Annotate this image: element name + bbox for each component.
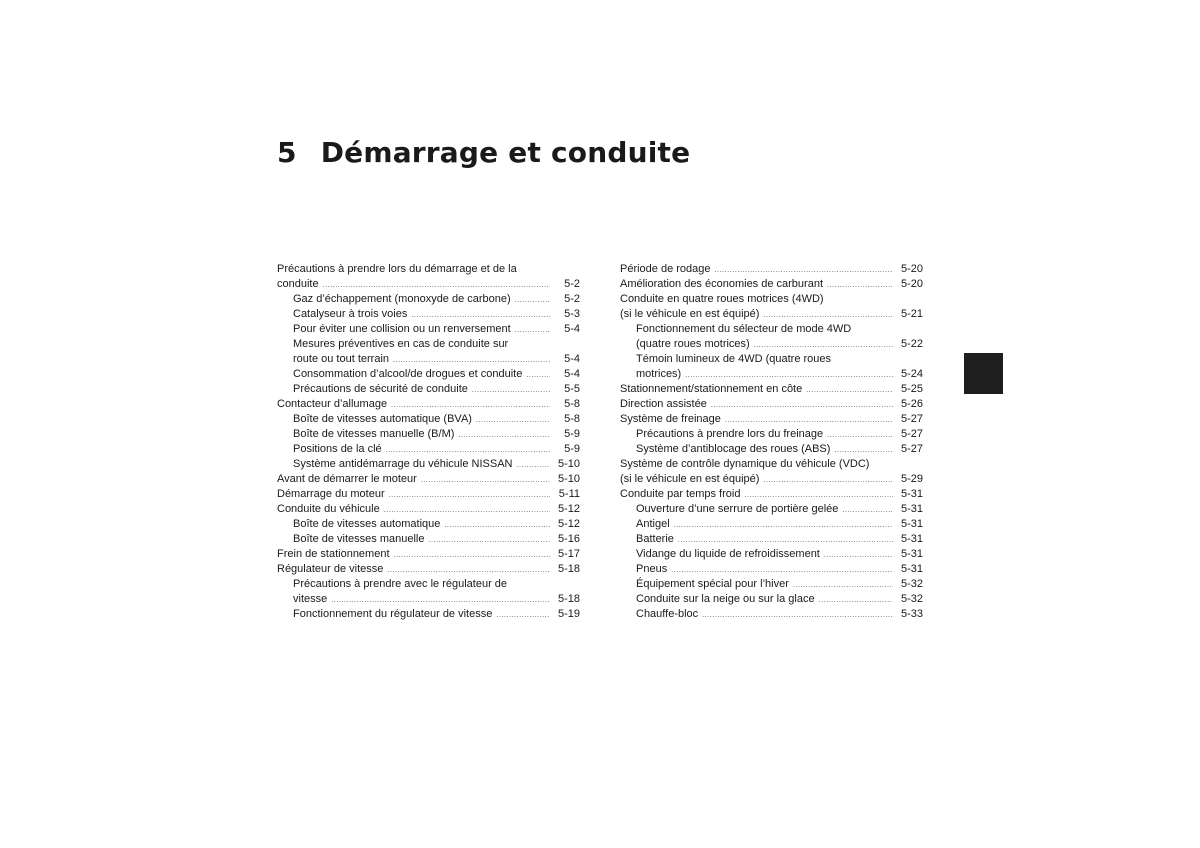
toc-entry-title: Stationnement/stationnement en côte — [620, 383, 803, 395]
toc-entry-title: route ou tout terrain — [293, 353, 390, 365]
toc-entry-page: 5-10 — [557, 473, 580, 485]
toc-entry-title: Pour éviter une collision ou un renversement — [293, 323, 511, 335]
toc-entry-page: 5-2 — [564, 293, 580, 305]
toc-entry[interactable] — [620, 562, 923, 577]
toc-entry-title: Système d’antiblocage des roues (ABS) — [636, 443, 831, 455]
toc-leader-dots — [744, 488, 893, 503]
toc-leader-dots — [842, 503, 893, 518]
toc-left-column — [277, 262, 580, 622]
toc-leader-dots — [391, 398, 550, 413]
chapter-title-text: Démarrage et conduite — [320, 136, 691, 169]
toc-entry-page: 5-32 — [900, 578, 923, 590]
toc-entry-page: 5-12 — [557, 503, 580, 515]
toc-leader-dots — [394, 548, 550, 563]
toc-leader-dots — [387, 563, 550, 578]
toc-leader-dots — [496, 608, 550, 623]
toc-entry[interactable] — [277, 367, 580, 382]
toc-entry-title: Pneus — [636, 563, 668, 575]
toc-entry-title: Frein de stationnement — [277, 548, 390, 560]
toc-entry-title: Ouverture d’une serrure de portière gelée — [636, 503, 839, 515]
toc-entry-page: 5-9 — [564, 428, 580, 440]
toc-leader-dots — [806, 383, 893, 398]
toc-entry[interactable] — [620, 442, 923, 457]
toc-entry-page: 5-9 — [564, 443, 580, 455]
toc-entry[interactable] — [277, 562, 580, 577]
toc-entry[interactable] — [620, 457, 923, 472]
toc-entry-title: Fonctionnement du sélecteur de mode 4WD — [636, 323, 852, 335]
toc-entry-page: 5-31 — [900, 503, 923, 515]
toc-entry-title: Conduite en quatre roues motrices (4WD) — [620, 293, 824, 305]
toc-entry[interactable] — [277, 532, 580, 547]
toc-entry-title: Précautions à prendre lors du freinage — [636, 428, 824, 440]
toc-entry[interactable] — [620, 322, 923, 337]
toc-entry[interactable] — [277, 262, 580, 277]
toc-entry-title: (si le véhicule en est équipé) — [620, 473, 760, 485]
toc-entry-title: Conduite par temps froid — [620, 488, 741, 500]
toc-leader-dots — [331, 593, 550, 608]
toc-entry[interactable] — [277, 412, 580, 427]
toc-entry-page: 5-24 — [900, 368, 923, 380]
toc-entry[interactable] — [620, 307, 923, 322]
toc-leader-dots — [763, 473, 893, 488]
toc-entry[interactable] — [620, 592, 923, 607]
toc-entry-page: 5-31 — [900, 488, 923, 500]
toc-entry-page: 5-33 — [900, 608, 923, 620]
toc-entry-page: 5-21 — [900, 308, 923, 320]
chapter-number: 5 — [277, 136, 297, 169]
toc-entry-page: 5-18 — [557, 563, 580, 575]
toc-entry[interactable] — [620, 487, 923, 502]
toc-entry-title: Période de rodage — [620, 263, 711, 275]
toc-entry-title: conduite — [277, 278, 319, 290]
toc-entry-page: 5-12 — [557, 518, 580, 530]
toc-leader-dots — [389, 488, 550, 503]
toc-entry[interactable] — [277, 397, 580, 412]
toc-entry-page: 5-26 — [900, 398, 923, 410]
toc-entry-page: 5-8 — [564, 413, 580, 425]
toc-entry[interactable] — [277, 427, 580, 442]
toc-leader-dots — [393, 353, 550, 368]
toc-entry-page: 5-27 — [900, 413, 923, 425]
toc-entry-title: Chauffe-bloc — [636, 608, 699, 620]
toc-entry-title: (quatre roues motrices) — [636, 338, 750, 350]
toc-entry-title: Mesures préventives en cas de conduite sur — [293, 338, 509, 350]
toc-entry-page: 5-20 — [900, 263, 923, 275]
toc-entry[interactable] — [277, 442, 580, 457]
toc-entry[interactable] — [277, 457, 580, 472]
chapter-title — [277, 136, 690, 169]
toc-entry[interactable] — [277, 502, 580, 517]
toc-entry[interactable] — [277, 592, 580, 607]
chapter-thumb-tab — [964, 353, 1003, 394]
toc-entry-page: 5-4 — [564, 323, 580, 335]
toc-entry-title: Boîte de vitesses manuelle — [293, 533, 425, 545]
toc-entry-title: Contacteur d’allumage — [277, 398, 388, 410]
toc-leader-dots — [754, 338, 893, 353]
toc-entry[interactable] — [277, 352, 580, 367]
toc-leader-dots — [444, 518, 550, 533]
toc-entry[interactable] — [620, 472, 923, 487]
toc-entry-title: Démarrage du moteur — [277, 488, 385, 500]
toc-entry-title: Gaz d’échappement (monoxyde de carbone) — [293, 293, 511, 305]
toc-leader-dots — [458, 428, 550, 443]
toc-entry[interactable] — [277, 517, 580, 532]
toc-entry[interactable] — [620, 502, 923, 517]
toc-entry-page: 5-32 — [900, 593, 923, 605]
toc-entry[interactable] — [620, 427, 923, 442]
toc-leader-dots — [476, 413, 550, 428]
toc-leader-dots — [819, 593, 893, 608]
toc-entry-page: 5-18 — [557, 593, 580, 605]
toc-leader-dots — [384, 503, 550, 518]
toc-entry[interactable] — [620, 367, 923, 382]
toc-entry-title: Avant de démarrer le moteur — [277, 473, 417, 485]
toc-entry-page: 5-31 — [900, 533, 923, 545]
toc-leader-dots — [725, 413, 893, 428]
toc-entry[interactable] — [277, 277, 580, 292]
toc-entry[interactable] — [277, 307, 580, 322]
toc-entry-page: 5-16 — [557, 533, 580, 545]
toc-entry-title: Régulateur de vitesse — [277, 563, 384, 575]
toc-leader-dots — [711, 398, 893, 413]
toc-entry[interactable] — [620, 412, 923, 427]
toc-entry[interactable] — [620, 277, 923, 292]
toc-entry-title: Système antidémarrage du véhicule NISSAN — [293, 458, 513, 470]
toc-entry-page: 5-4 — [564, 353, 580, 365]
toc-entry[interactable] — [277, 577, 580, 592]
toc-entry[interactable] — [620, 517, 923, 532]
toc-entry-title: Système de freinage — [620, 413, 721, 425]
toc-leader-dots — [411, 308, 550, 323]
toc-entry-page: 5-2 — [564, 278, 580, 290]
toc-entry-title: Système de contrôle dynamique du véhicule (VDC) — [620, 458, 870, 470]
toc-entry-page: 5-8 — [564, 398, 580, 410]
toc-entry-title: Équipement spécial pour l’hiver — [636, 578, 789, 590]
toc-entry-title: Antigel — [636, 518, 670, 530]
toc-entry-page: 5-5 — [564, 383, 580, 395]
toc-leader-dots — [827, 278, 893, 293]
toc-leader-dots — [715, 263, 893, 278]
toc-entry[interactable] — [277, 322, 580, 337]
toc-leader-dots — [685, 368, 893, 383]
toc-entry-page: 5-11 — [558, 488, 580, 500]
toc-entry-title: motrices) — [636, 368, 682, 380]
toc-entry-page: 5-22 — [900, 338, 923, 350]
toc-entry-title: Consommation d’alcool/de drogues et conduite — [293, 368, 523, 380]
toc-entry-title: Batterie — [636, 533, 674, 545]
toc-entry[interactable] — [620, 577, 923, 592]
toc-entry[interactable] — [620, 352, 923, 367]
toc-leader-dots — [323, 278, 550, 293]
toc-entry-title: Précautions à prendre avec le régulateur de — [293, 578, 508, 590]
toc-entry-title: Précautions à prendre lors du démarrage et de la — [277, 263, 517, 275]
toc-entry[interactable] — [277, 547, 580, 562]
toc-entry-page: 5-19 — [557, 608, 580, 620]
toc-leader-dots — [472, 383, 550, 398]
toc-leader-dots — [671, 563, 893, 578]
toc-leader-dots — [674, 518, 893, 533]
toc-entry-page: 5-31 — [900, 518, 923, 530]
toc-entry[interactable] — [620, 547, 923, 562]
toc-entry-page: 5-20 — [900, 278, 923, 290]
toc-leader-dots — [517, 458, 551, 473]
toc-leader-dots — [824, 548, 893, 563]
toc-leader-dots — [428, 533, 550, 548]
toc-leader-dots — [702, 608, 893, 623]
toc-entry[interactable] — [277, 487, 580, 502]
toc-entry-title: Positions de la clé — [293, 443, 382, 455]
toc-leader-dots — [515, 293, 550, 308]
toc-leader-dots — [526, 368, 550, 383]
toc-entry-title: Conduite du véhicule — [277, 503, 380, 515]
toc-entry-title: Catalyseur à trois voies — [293, 308, 408, 320]
toc-leader-dots — [515, 323, 550, 338]
toc-entry-page: 5-10 — [557, 458, 580, 470]
toc-entry[interactable] — [277, 472, 580, 487]
toc-entry-title: Témoin lumineux de 4WD (quatre roues — [636, 353, 832, 365]
toc-entry[interactable] — [620, 397, 923, 412]
toc-leader-dots — [386, 443, 550, 458]
toc-entry-page: 5-25 — [900, 383, 923, 395]
toc-entry[interactable] — [620, 532, 923, 547]
toc-leader-dots — [763, 308, 893, 323]
toc-entry-title: (si le véhicule en est équipé) — [620, 308, 760, 320]
toc-entry[interactable] — [277, 607, 580, 622]
toc-entry-title: vitesse — [293, 593, 328, 605]
toc-entry-title: Précautions de sécurité de conduite — [293, 383, 468, 395]
toc-entry[interactable] — [277, 382, 580, 397]
toc-entry[interactable] — [620, 292, 923, 307]
toc-entry-title: Boîte de vitesses manuelle (B/M) — [293, 428, 455, 440]
toc-leader-dots — [421, 473, 550, 488]
toc-entry[interactable] — [620, 337, 923, 352]
toc-leader-dots — [793, 578, 893, 593]
toc-entry-title: Amélioration des économies de carburant — [620, 278, 824, 290]
toc-entry-title: Boîte de vitesses automatique (BVA) — [293, 413, 472, 425]
toc-entry-title: Conduite sur la neige ou sur la glace — [636, 593, 815, 605]
toc-entry-page: 5-3 — [564, 308, 580, 320]
toc-entry[interactable] — [277, 292, 580, 307]
toc-entry-title: Direction assistée — [620, 398, 707, 410]
toc-leader-dots — [834, 443, 893, 458]
toc-entry-page: 5-27 — [900, 428, 923, 440]
toc-entry[interactable] — [277, 337, 580, 352]
toc-entry-page: 5-31 — [900, 548, 923, 560]
toc-leader-dots — [678, 533, 893, 548]
toc-entry-page: 5-31 — [900, 563, 923, 575]
toc-entry-page: 5-17 — [557, 548, 580, 560]
toc-entry[interactable] — [620, 262, 923, 277]
toc-entry-title: Fonctionnement du régulateur de vitesse — [293, 608, 493, 620]
toc-right-column — [620, 262, 923, 622]
toc-entry-title: Boîte de vitesses automatique — [293, 518, 441, 530]
toc-entry[interactable] — [620, 607, 923, 622]
toc-leader-dots — [827, 428, 893, 443]
toc-entry-page: 5-29 — [900, 473, 923, 485]
toc-entry-page: 5-27 — [900, 443, 923, 455]
toc-entry-title: Vidange du liquide de refroidissement — [636, 548, 820, 560]
toc-entry-page: 5-4 — [564, 368, 580, 380]
toc-entry[interactable] — [620, 382, 923, 397]
